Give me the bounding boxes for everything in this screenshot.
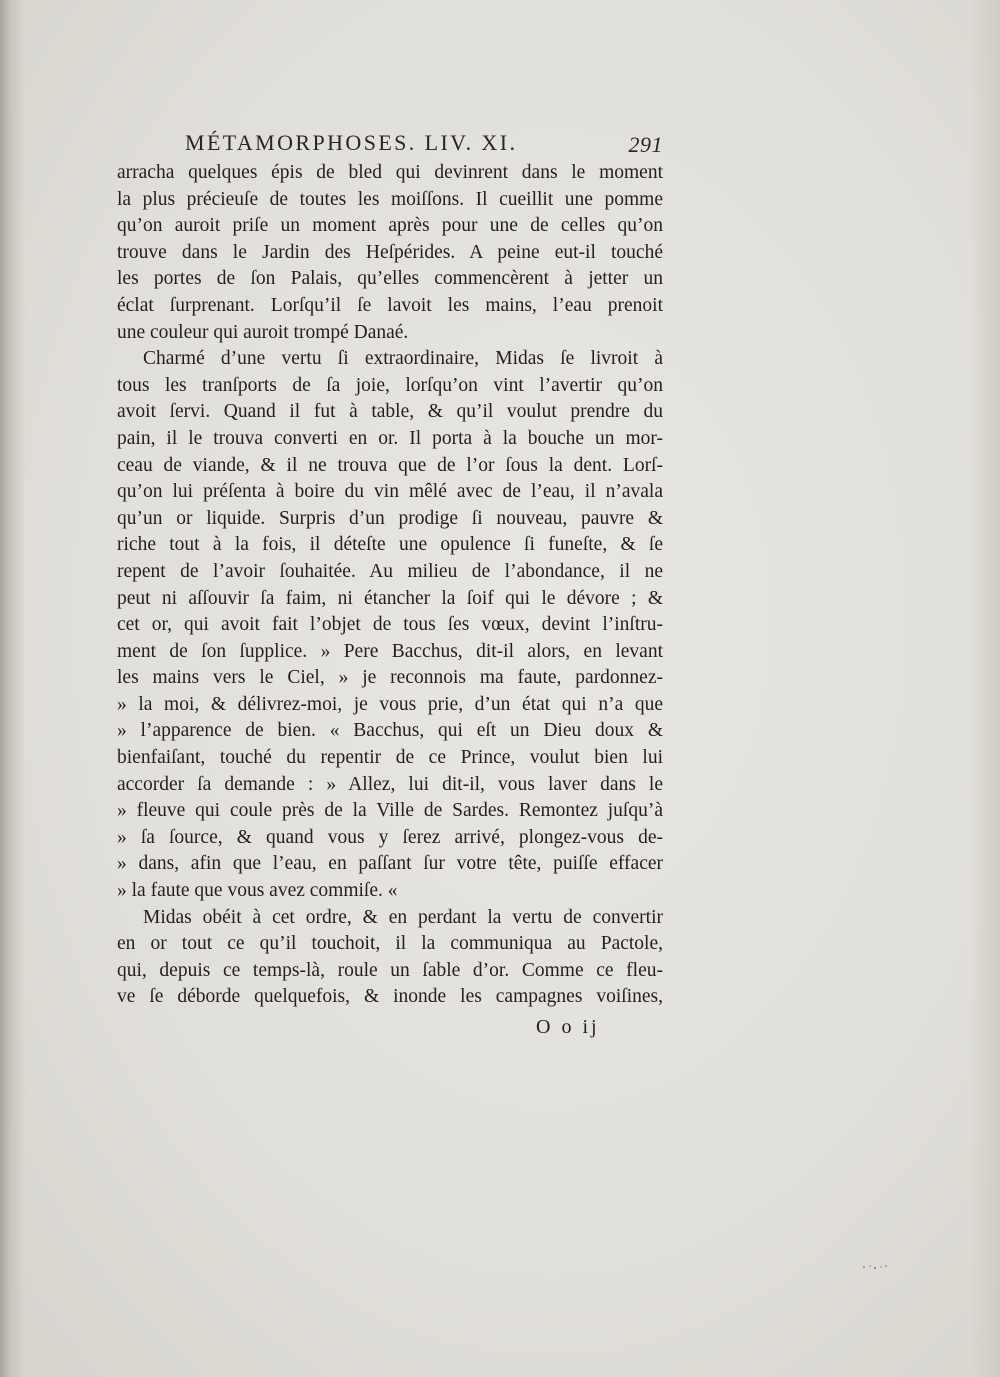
text-line: accorder ſa demande : » Allez, lui dit-il, vous laver dans le <box>117 773 663 795</box>
text-line: qu’on auroit priſe un moment après pour une de celles qu’on <box>117 215 663 237</box>
signature-mark: O o ij <box>536 1016 600 1038</box>
text-line: qui, depuis ce temps-là, roule un ſable d’or. Comme ce fleu- <box>117 959 663 981</box>
text-line: Charmé d’une vertu ſi extraordinaire, Midas ſe livroit à <box>143 348 663 370</box>
text-line: » la faute que vous avez commiſe. « <box>117 880 398 902</box>
text-line: qu’on lui préſenta à boire du vin mêlé avec de l’eau, il n’avala <box>117 481 663 503</box>
text-line: Midas obéit à cet ordre, & en perdant la vertu de convertir <box>143 906 663 928</box>
text-line: ment de ſon ſupplice. » Pere Bacchus, dit-il alors, en levant <box>117 640 663 662</box>
text-line: la plus précieuſe de toutes les moiſſons. Il cueillit une pomme <box>117 188 663 210</box>
text-line: une couleur qui auroit trompé Danaé. <box>117 321 409 343</box>
text-line: qu’un or liquide. Surpris d’un prodige ſi nouveau, pauvre & <box>117 507 663 529</box>
binding-shadow <box>0 0 26 1377</box>
text-line: éclat ſurprenant. Lorſqu’il ſe lavoit les mains, l’eau prenoit <box>117 294 663 316</box>
body-text <box>117 160 663 1011</box>
text-line: » l’apparence de bien. « Bacchus, qui eſt un Dieu doux & <box>117 720 663 742</box>
text-line: arracha quelques épis de bled qui devinrent dans le moment <box>117 162 663 183</box>
text-line: avoit ſervi. Quand il fut à table, & qu’il voulut prendre du <box>117 401 663 423</box>
running-head: MÉTAMORPHOSES. LIV. XI. <box>185 130 518 155</box>
ink-specks <box>860 1262 890 1272</box>
text-line: en or tout ce qu’il touchoit, il la communiqua au Pactole, <box>117 933 663 955</box>
text-line: » ſa ſource, & quand vous y ſerez arrivé, plongez-vous de- <box>117 826 663 848</box>
page-edge <box>970 0 1000 1377</box>
text-line: les mains vers le Ciel, » je reconnois ma faute, pardonnez- <box>117 667 663 689</box>
text-line: » fleuve qui coule près de la Ville de Sardes. Remontez juſqu’à <box>117 800 663 822</box>
text-line: tous les tranſports de ſa joie, lorſqu’on vint l’avertir qu’on <box>117 374 663 396</box>
text-line: les portes de ſon Palais, qu’elles commencèrent à jetter un <box>117 268 663 290</box>
text-line: repent de l’avoir ſouhaitée. Au milieu de l’abondance, il ne <box>117 560 663 582</box>
text-line: » dans, afin que l’eau, en paſſant ſur votre tête, puiſſe effacer <box>117 853 663 875</box>
text-line: » la moi, & délivrez-moi, je vous prie, d’un état qui n’a que <box>117 693 663 715</box>
text-line: peut ni aſſouvir ſa faim, ni étancher la ſoif qui le dévore ; & <box>117 587 663 609</box>
text-line: cet or, qui avoit fait l’objet de tous ſes vœux, devint l’inſtru- <box>117 614 663 636</box>
text-line: ceau de viande, & il ne trouva que de l’or ſous la dent. Lorſ- <box>117 454 663 476</box>
text-line: ve ſe déborde quelquefois, & inonde les campagnes voiſines, <box>117 986 663 1008</box>
page-number: 291 <box>628 132 663 157</box>
text-line: riche tout à la fois, il déteſte une opulence ſi funeſte, & ſe <box>117 534 663 556</box>
text-line: bienfaiſant, touché du repentir de ce Prince, voulut bien lui <box>117 747 663 769</box>
text-line: trouve dans le Jardin des Heſpérides. A peine eut-il touché <box>117 241 663 263</box>
text-line: pain, il le trouva converti en or. Il porta à la bouche un mor- <box>117 427 663 449</box>
